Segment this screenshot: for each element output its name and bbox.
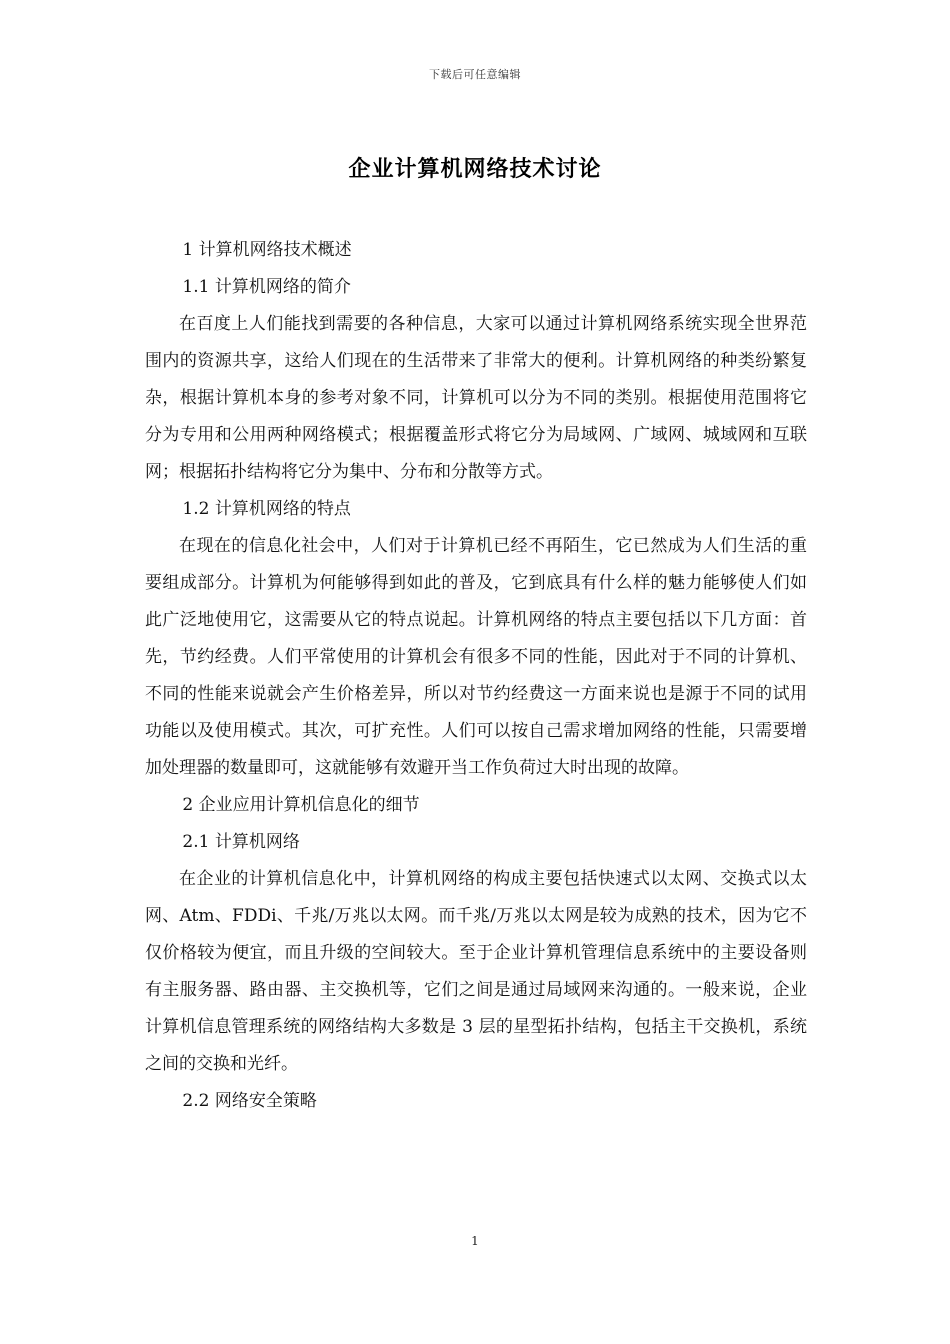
subsection-heading: 1.1 计算机网络的简介 <box>182 277 351 297</box>
subsection-heading: 2.2 网络安全策略 <box>182 1091 317 1111</box>
body-paragraph: 在百度上人们能找到需要的各种信息，大家可以通过计算机网络系统实现全世界范围内的资源共享，这给人们现在的生活带来了非常大的便利。计算机网络的种类纷繁复杂，根据计算机本身的参考对象不同，计算机可以分为不同的类别。根据使用范围将它分为专用和公用两种网络模式；根据覆盖形式将它分为局域网、广域网、城域网和互联网；根据拓扑结构将它分为集中、分布和分散等方式。 <box>145 314 807 482</box>
page-number: 1 <box>471 1234 479 1248</box>
body-paragraph: 在现在的信息化社会中，人们对于计算机已经不再陌生，它已然成为人们生活的重要组成部分。计算机为何能够得到如此的普及，它到底具有什么样的魅力能够使人们如此广泛地使用它，这需要从它的特点说起。计算机网络的特点主要包括以下几方面：首先，节约经费。人们平常使用的计算机会有很多不同的性能，因此对于不同的计算机、不同的性能来说就会产生价格差异，所以对节约经费这一方面来说也是源于不同的试用功能以及使用模式。其次，可扩充性。人们可以按自己需求增加网络的性能，只需要增加处理器的数量即可，这就能够有效避开当工作负荷过大时出现的故障。 <box>145 536 807 778</box>
section-heading: 1 计算机网络技术概述 <box>182 240 352 260</box>
subsection-heading: 1.2 计算机网络的特点 <box>182 499 351 519</box>
subsection-heading: 2.1 计算机网络 <box>182 832 300 852</box>
document-title: 企业计算机网络技术讨论 <box>348 157 602 182</box>
body-paragraph: 在企业的计算机信息化中，计算机网络的构成主要包括快速式以太网、交换式以太网、Atm、FDDi、千兆/万兆以太网。而千兆/万兆以太网是较为成熟的技术，因为它不仅价格较为便宜，而且升级的空间较大。至于企业计算机管理信息系统中的主要设备则有主服务器、路由器、主交换机等，它们之间是通过局域网来沟通的。一般来说，企业计算机信息管理系统的网络结构大多数是 3 层的星型拓扑结构，包括主干交换机，系统之间的交换和光纤。 <box>145 869 807 1074</box>
document-body <box>145 232 807 1120</box>
section-heading: 2 企业应用计算机信息化的细节 <box>182 795 420 815</box>
header-note: 下载后可任意编辑 <box>429 68 521 81</box>
